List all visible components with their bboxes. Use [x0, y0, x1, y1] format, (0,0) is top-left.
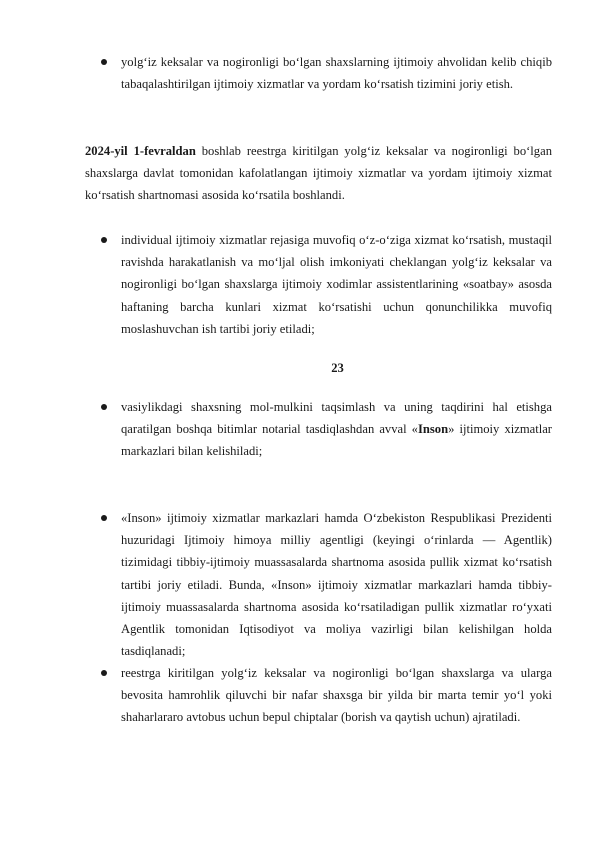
paragraph-february-2024 [85, 140, 552, 207]
paragraph-lead-date: 2024-yil 1-fevraldan [85, 144, 196, 158]
paragraph-body: boshlab reestrga kiritilgan yolg‘iz keksalar va nogironligi bo‘lgan shaxslarga davlat tomonidan kafolatlangan ijtimoiy xizmatlar va yordam ijtimoiy xizmat ko‘rsatish shartnomasi asosida ko‘rsatila boshlandi. [85, 144, 552, 203]
bullet-item-free-tickets [121, 662, 552, 729]
bullet-text: yolg‘iz keksalar va nogironligi bo‘lgan shaxslarning ijtimoiy ahvolidan kelib chiqib tabaqalashtirilgan ijtimoiy xizmatlar va yordam ko‘rsatish tizimini joriy etish. [121, 55, 552, 92]
bullet-text: «Inson» ijtimoiy xizmatlar markazlari hamda O‘zbekiston Respublikasi Prezidenti huzuridagi Ijtimoiy himoya milliy agentligi (keyingi o‘rinlarda — Agentlik) tizimidagi tibbiy-ijtimoiy muassasalarda shartnoma asosida pullik xizmat ko‘rsatish tartibi joriy etiladi. Bunda, «Inson» ijtimoiy xizmatlar markazlari hamda tibbiy-ijtimoiy muassasalarda shartnoma asosida ko‘rsatiladigan pullik xizmatlar ro‘yxati Agentlik tomonidan Iqtisodiyot va moliya vazirligi bilan kelishilgan holda tasdiqlanadi; [121, 511, 552, 659]
bullet-text-before: vasiylikdagi shaxsning mol-mulkini taqsimlash va uning taqdirini hal etishga qaratilgan boshqa bitimlar notarial tasdiqlashdan avval « [121, 400, 552, 437]
bullet-text-bold: Inson [417, 422, 449, 437]
bullet-item-differentiated-services [121, 51, 552, 95]
bullet-item-guardianship [121, 396, 552, 463]
bullet-item-inson-centers [121, 507, 552, 662]
page-number: 23 [331, 361, 344, 375]
bullet-text-after: » ijtimoiy xizmatlar markazlari bilan kelishiladi; [121, 422, 552, 459]
bullet-text: individual ijtimoiy xizmatlar rejasiga muvofiq o‘z-o‘ziga xizmat ko‘rsatish, mustaqil ravishda harakatlanish va mo‘ljal olish imkoniyati cheklangan yolg‘iz keksalar va nogironligi bo‘lgan shaxslarga ijtimoiy xodimlar assistentlarining «soatbay» asosda haftaning barcha kunlari xizmat ko‘rsatishi uchun qonunchilikka muvofiq moslashuvchan ish tartibi joriy etiladi; [121, 233, 552, 336]
bullet-item-individual-services [121, 229, 552, 340]
bullet-text: reestrga kiritilgan yolg‘iz keksalar va nogironligi bo‘lgan shaxslarga va ularga bevosita hamrohlik qiluvchi bir nafar shaxsga bir yilda bir marta temir yo‘l yoki shaharlararo avtobus uchun bepul chiptalar (borish va qaytish uchun) ajratiladi. [121, 666, 552, 725]
